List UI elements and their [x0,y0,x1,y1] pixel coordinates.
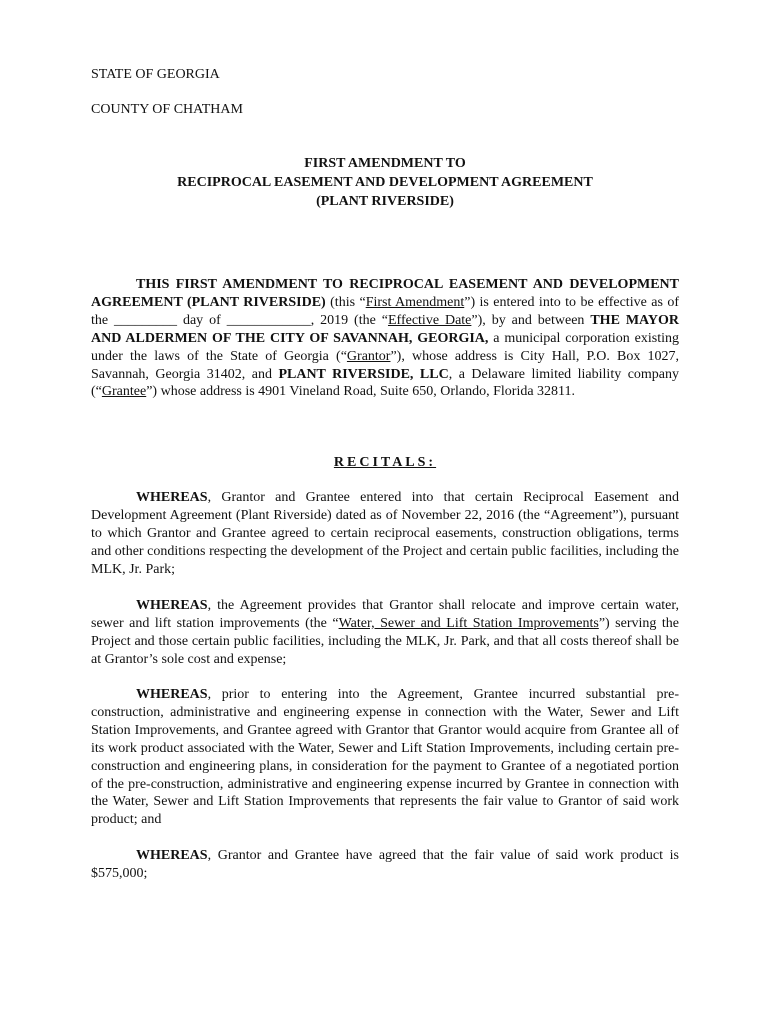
defined-term: Grantee [101,384,147,400]
defined-term: Water, Sewer and Lift Station Improvements [338,615,599,631]
title-line-3: (PLANT RIVERSIDE) [316,194,454,209]
whereas-lead: WHEREAS [136,490,208,505]
intro-text: ”), by and between [471,312,591,328]
defined-term: Grantor [346,348,391,364]
recital-paragraph-1 [91,489,679,579]
intro-text: ”) is entered into to be effective as of the _________ day of ____________, 2019 (the “ [91,294,679,328]
recital-text: , Grantor and Grantee have agreed that the fair value of said work product is $575,000; [91,848,679,881]
whereas-lead: WHEREAS [136,687,208,702]
intro-text: a municipal corporation existing under the laws of the State of Georgia (“ [91,330,679,364]
intro-text: ”) whose address is 4901 Vineland Road, Suite 650, Orlando, Florida 32811. [146,384,576,400]
recital-paragraph-2 [91,597,679,669]
whereas-lead: WHEREAS [136,848,208,863]
grantor-name: THE MAYOR AND ALDERMEN OF THE CITY OF SAVANNAH, GEORGIA, [91,312,679,346]
recital-paragraph-3 [91,686,679,829]
title-line-2: RECIPROCAL EASEMENT AND DEVELOPMENT AGREEMENT [177,175,593,190]
intro-text: ”), whose address is City Hall, P.O. Box 1027, Savannah, Georgia 31402, and [91,348,679,382]
recital-text: , the Agreement provides that Grantor shall relocate and improve certain water, sewer and lift station improvements (the “ [91,598,679,631]
county-heading: COUNTY OF CHATHAM [91,102,243,117]
intro-text: (this “ [325,294,366,310]
recital-text: ”) serving the Project and those certain public facilities, including the MLK, Jr. Park, and that all costs thereof shall be at Grantor’s sole cost and expense; [91,615,679,667]
recitals-heading-text: RECITALS: [333,455,437,470]
state-heading: STATE OF GEORGIA [91,67,220,82]
intro-bold-title: THIS FIRST AMENDMENT TO RECIPROCAL EASEMENT AND DEVELOPMENT AGREEMENT (PLANT RIVERSIDE) [91,277,679,310]
intro-paragraph [91,276,679,401]
intro-text: , a Delaware limited liability company (“ [91,366,680,400]
recital-paragraph-4 [91,847,679,883]
recital-text: , prior to entering into the Agreement, Grantee incurred substantial pre-construction, administrative and engineering expense in connection with the Water, Sewer and Lift Station Improvements, and Grantee agreed with Grantor that Grantor would acquire from Grantee all of its work product associated with the Water, Sewer and Lift Station Improvements, including certain pre-construction and engineering plans, in consideration for the payment to Grantee of a negotiated portion of the pre-construction, administrative and engineering expense incurred by Grantee in connection with the Water, Sewer and Lift Station Improvements that represents the fair value to Grantor of said work product; and [91,687,679,828]
defined-term: First Amendment [365,294,465,310]
title-line-1: FIRST AMENDMENT TO [304,156,466,171]
defined-term: Effective Date [387,312,472,328]
whereas-lead: WHEREAS [136,598,208,613]
grantee-name: PLANT RIVERSIDE, LLC [278,366,449,382]
recitals-heading [0,455,770,471]
recital-text: , Grantor and Grantee entered into that certain Reciprocal Easement and Development Agreement (Plant Riverside) dated as of November 22, 2016 (the “Agreement”), pursuant to which Grantor and Grantee agreed to certain reciprocal easements, construction obligations, terms and other conditions respecting the development of the Project and certain public facilities, including the MLK, Jr. Park; [91,490,679,577]
